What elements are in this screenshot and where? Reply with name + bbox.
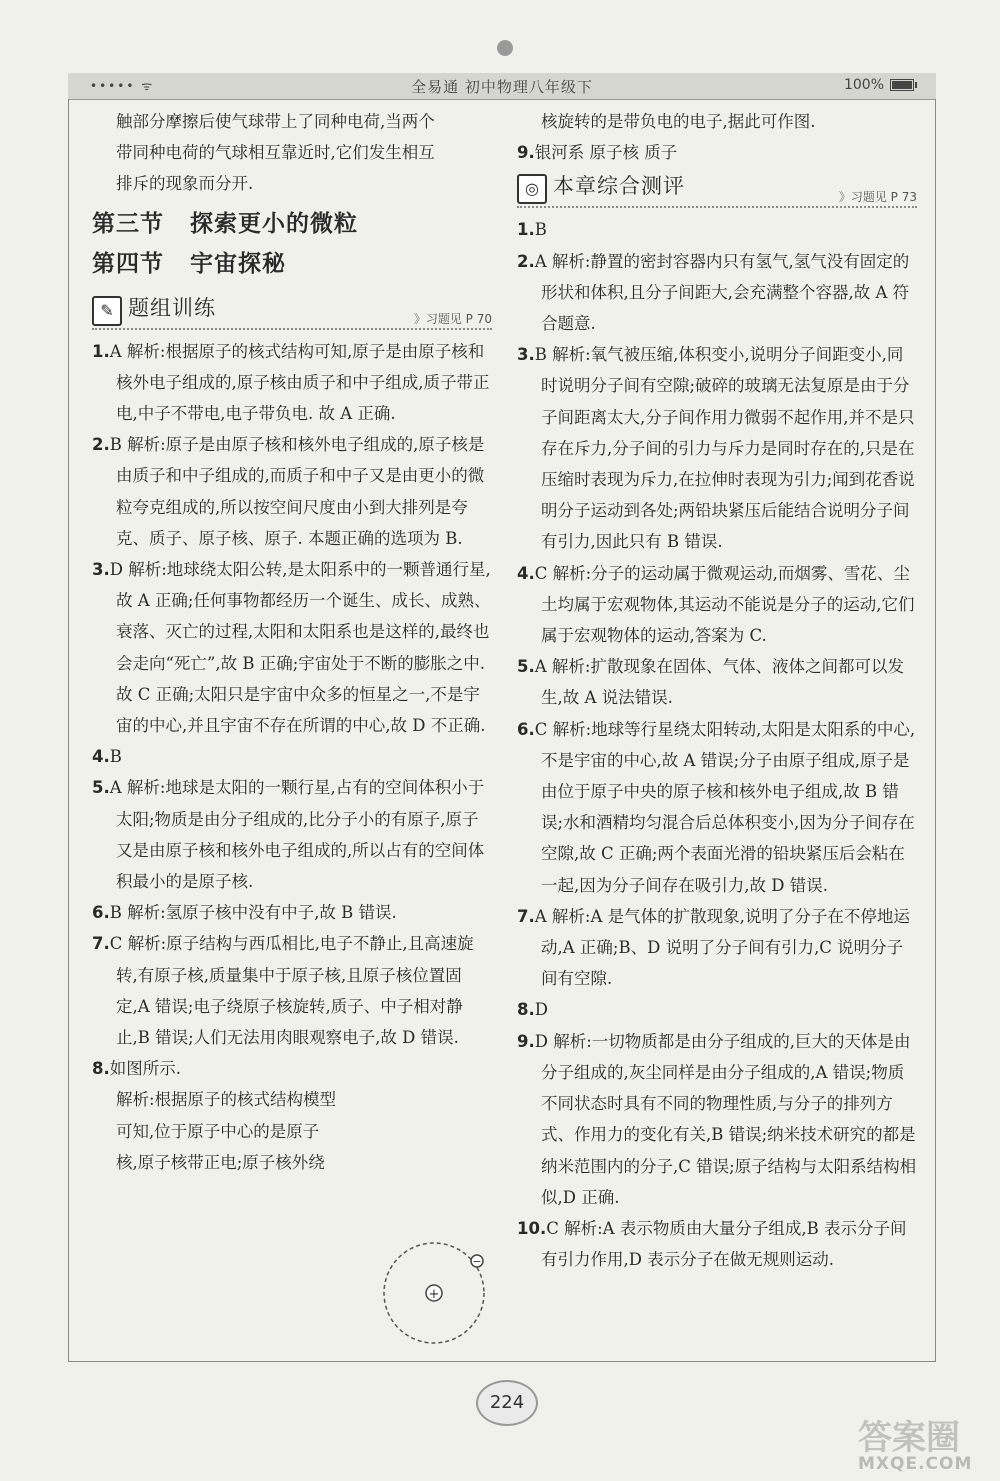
analysis-line: 解析:根据原子的核式结构模型 <box>116 1090 337 1110</box>
answer-item <box>517 1026 917 1213</box>
answer-item <box>92 897 492 928</box>
module-header <box>92 290 492 330</box>
signal-icon: ••••• ᯤ <box>90 79 155 93</box>
answer-item <box>92 554 492 741</box>
answer-number: 7. <box>517 906 535 926</box>
answer-item <box>92 1053 492 1084</box>
battery-indicator <box>844 77 914 93</box>
answer-number: 7. <box>92 934 110 954</box>
exercise-reference: 》习题见 P 70 <box>413 311 492 326</box>
pencil-icon: ✎ <box>92 296 122 326</box>
nucleus-charge: + <box>428 1287 440 1302</box>
answer-text: B 解析:氧气被压缩,体积变小,说明分子间距变小,同时说明分子间有空隙;破碎的玻璃无法复原是由于分子间距离太大,分子间作用力微弱不起作用,并不是只存在斥力,分子间的引力与斥力是同时存在的,只是在压缩时表现为斥力,在拉伸时表现为引力;闻到花香说明分子运动到各处;两铅块紧压后能结合说明分子间有引力,因此只有 B 错误. <box>534 345 915 552</box>
answer-item <box>92 928 492 1053</box>
answer-item <box>517 714 917 901</box>
section-4-title <box>92 244 492 284</box>
answer-number: 1. <box>517 220 535 240</box>
answer-item <box>92 772 492 897</box>
answer-text: A 解析:地球是太阳的一颗行星,占有的空间体积小于太阳;物质是由分子组成的,比分子小的有原子,原子又是由原子核和核外电子组成的,所以占有的空间体积最小的是原子核. <box>109 778 485 892</box>
answer-number: 5. <box>517 657 535 677</box>
module-title: 题组训练 <box>128 295 216 320</box>
answer-number: 3. <box>517 345 535 365</box>
answer-item <box>517 651 917 713</box>
answer-text: B <box>534 220 547 240</box>
q8-continuation: 核旋转的是带负电的电子,据此可作图. <box>541 112 816 131</box>
answer-number: 6. <box>517 719 535 739</box>
answer-text: D <box>534 1000 548 1020</box>
section-4-num: 第四节 <box>92 250 164 277</box>
answer-text: C 解析:地球等行星绕太阳转动,太阳是太阳系的中心,不是宇宙的中心,故 A 错误;分子由原子组成,原子是由位于原子中央的原子核和核外电子组成,故 B 错误;水和酒精均匀混合后总体积变小,因为分子间存在空隙,故 C 正确;两个表面光滑的铅块紧压后会粘在一起,因为分子间存在吸引力,故 D 错误. <box>534 719 916 895</box>
answer-number: 4. <box>517 563 535 583</box>
section-3-title <box>92 204 492 244</box>
status-bar <box>68 73 936 100</box>
answer-number: 8. <box>517 1000 535 1020</box>
answer-item <box>517 994 917 1025</box>
answer-number: 2. <box>92 435 110 455</box>
page-number: 224 <box>476 1380 538 1426</box>
answer-number: 9. <box>517 1031 535 1051</box>
answer-item <box>517 339 917 557</box>
answer-number: 1. <box>92 341 110 361</box>
intro-line: 排斥的现象而分开. <box>116 174 254 194</box>
answer-number: 5. <box>92 778 110 798</box>
intro-line: 触部分摩擦后使气球带上了同种电荷,当两个 <box>116 112 435 131</box>
electron-charge: − <box>472 1255 482 1268</box>
answer-text: C 解析:A 表示物质由大量分子组成,B 表示分子间有引力作用,D 表示分子在做无规则运动. <box>541 1218 907 1270</box>
answer-item <box>92 741 492 772</box>
atom-model-diagram <box>378 1228 490 1354</box>
answer-item <box>517 558 917 652</box>
section-3-num: 第三节 <box>92 210 164 237</box>
answer-number: 9. <box>517 143 535 163</box>
answer-number: 8. <box>92 1059 110 1079</box>
watermark-url: MXQE.COM <box>858 1454 973 1474</box>
exercise-reference: 》习题见 P 73 <box>838 190 917 205</box>
section-4-name: 宇宙探秘 <box>190 250 286 277</box>
section-3-name: 探索更小的微粒 <box>190 210 358 237</box>
answer-number: 6. <box>92 903 110 923</box>
right-column <box>517 106 917 1275</box>
answer-item <box>92 429 492 554</box>
analysis-line: 可知,位于原子中心的是原子 <box>116 1121 320 1141</box>
answer-item <box>517 214 917 245</box>
answer-text: A 解析:根据原子的核式结构可知,原子是由原子核和核外电子组成的,原子核由质子和中子组成,质子带正电,中子不带电,电子带负电. 故 A 正确. <box>109 341 490 424</box>
dotted-divider <box>517 206 917 208</box>
test-icon: ◎ <box>517 174 547 204</box>
answer-item <box>517 137 917 168</box>
left-column <box>92 106 492 1178</box>
answer-number: 4. <box>92 747 110 767</box>
intro-line: 带同种电荷的气球相互靠近时,它们发生相互 <box>116 143 435 163</box>
module-title: 本章综合测评 <box>553 174 685 199</box>
dotted-divider <box>92 328 492 330</box>
analysis-line: 核,原子核带正电;原子核外绕 <box>116 1152 325 1172</box>
answer-text: A 解析:扩散现象在固体、气体、液体之间都可以发生,故 A 说法错误. <box>534 657 904 708</box>
answer-text: 如图所示. <box>109 1059 181 1079</box>
answer-number: 3. <box>92 560 110 580</box>
answer-text: 银河系 原子核 质子 <box>534 143 678 163</box>
battery-icon <box>890 79 914 91</box>
answer-text: C 解析:原子结构与西瓜相比,电子不静止,且高速旋转,有原子核,质量集中于原子核,且原子核位置固定,A 错误;电子绕原子核旋转,质子、中子相对静止,B 错误;人们无法用肉眼观察电子,故 D 错误. <box>109 934 474 1048</box>
watermark-logo <box>858 1410 998 1480</box>
answer-text: B 解析:氢原子核中没有中子,故 B 错误. <box>109 903 397 923</box>
battery-percent: 100% <box>843 77 884 93</box>
answer-item <box>517 246 917 340</box>
answer-text: B <box>109 747 122 767</box>
answer-text: C 解析:分子的运动属于微观运动,而烟雾、雪花、尘土均属于宏观物体,其运动不能说是分子的运动,它们属于宏观物体的运动,答案为 C. <box>534 563 915 646</box>
answer-number: 10. <box>517 1218 547 1238</box>
answer-text: D 解析:一切物质都是由分子组成的,巨大的天体是由分子组成的,灰尘同样是由分子组成的,A 错误;物质不同状态时具有不同的物理性质,与分子的排列方式、作用力的变化有关,B 错误;纳米技术研究的都是纳米范围内的分子,C 错误;原子结构与太阳系结构相似,D 正确. <box>534 1031 917 1207</box>
answer-item <box>517 1213 917 1275</box>
module-header <box>517 168 917 208</box>
camera-dot <box>497 40 513 56</box>
watermark-text: 答案圈 <box>858 1418 960 1458</box>
answer-text: A 解析:A 是气体的扩散现象,说明了分子在不停地运动,A 正确;B、D 说明了分子间有引力,C 说明分子间有空隙. <box>534 906 910 989</box>
answer-item <box>517 901 917 995</box>
answer-text: D 解析:地球绕太阳公转,是太阳系中的一颗普通行星,故 A 正确;任何事物都经历一个诞生、成长、成熟、衰落、灭亡的过程,太阳和太阳系也是这样的,最终也会走向“死亡”,故 B 正确;宇宙处于不断的膨胀之中. 故 C 正确;太阳只是宇宙中众多的恒星之一,不是宇宙的中心,并且宇宙不存在所谓的中心,故 D 不正确. <box>109 560 491 736</box>
book-title: 全易通 初中物理八年级下 <box>411 78 593 96</box>
answer-text: B 解析:原子是由原子核和核外电子组成的,原子核是由质子和中子组成的,而质子和中子又是由更小的微粒夸克组成的,所以按空间尺度由小到大排列是夸克、质子、原子核、原子. 本题正确的选项为 B. <box>109 435 485 548</box>
answer-item <box>92 336 492 430</box>
answer-text: A 解析:静置的密封容器内只有氢气,氢气没有固定的形状和体积,且分子间距大,会充满整个容器,故 A 符合题意. <box>534 251 910 334</box>
answer-number: 2. <box>517 251 535 271</box>
